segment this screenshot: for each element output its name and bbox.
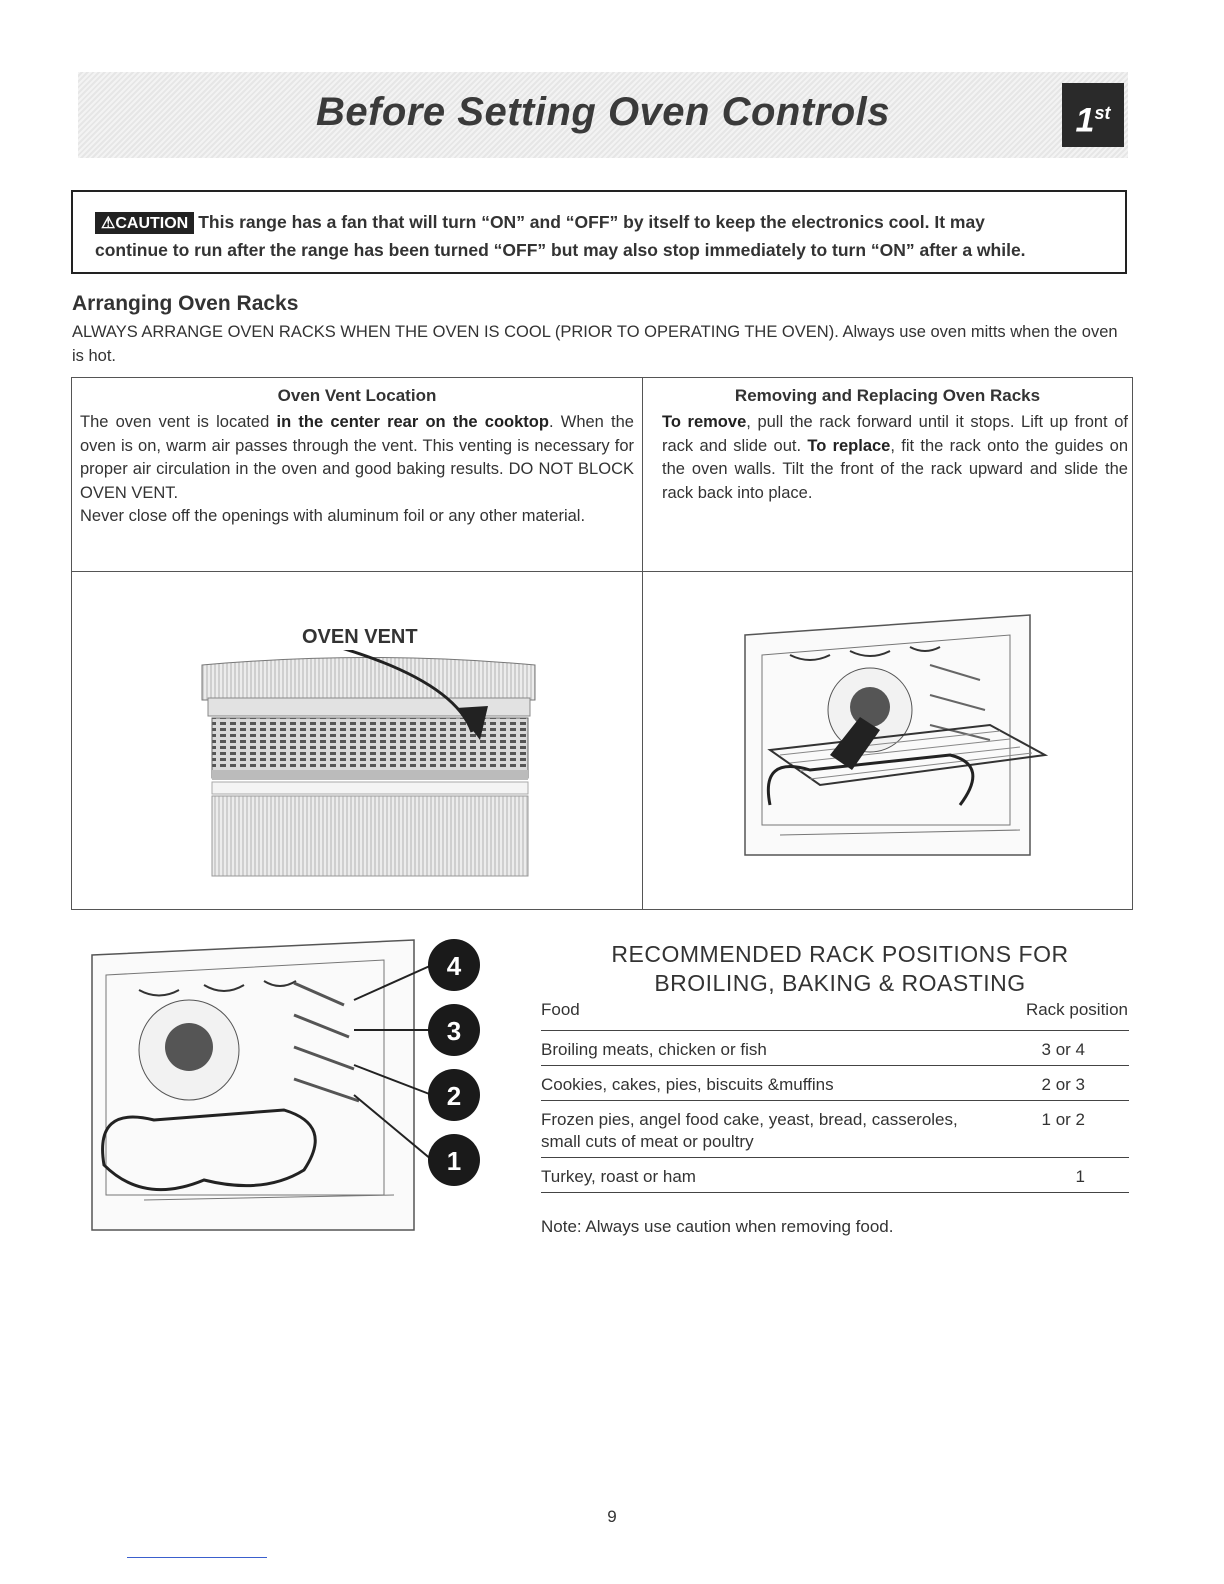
remove-text: , pull the rack forward until it stops. Lift up front of rack and slide out. bbox=[662, 413, 1128, 455]
section-intro: ALWAYS ARRANGE OVEN RACKS WHEN THE OVEN IS COOL (PRIOR TO OPERATING THE OVEN). Always use oven mitts when the oven is hot. bbox=[72, 323, 1118, 365]
row-food: Cookies, cakes, pies, biscuits &muffins bbox=[541, 1075, 834, 1094]
page-title: Before Setting Oven Controls bbox=[315, 90, 891, 134]
grid-divider-horizontal bbox=[72, 571, 1132, 572]
badge-number: 1 bbox=[1075, 101, 1095, 140]
rack-marker-4 bbox=[428, 939, 480, 991]
col-header-food: Food bbox=[541, 1000, 580, 1019]
vent-text-c: Never close off the openings with aluminum foil or any other material. bbox=[80, 507, 586, 525]
rack-marker-3-label: 3 bbox=[446, 1016, 462, 1046]
rack-marker-3 bbox=[428, 1004, 480, 1056]
vent-description bbox=[80, 411, 634, 529]
vent-text-a: The oven vent is located bbox=[80, 413, 277, 431]
caution-box bbox=[71, 190, 1127, 274]
racks-description bbox=[662, 411, 1128, 505]
table-row bbox=[541, 1100, 1129, 1157]
table-row bbox=[541, 1157, 1129, 1193]
rack-positions-illustration bbox=[84, 935, 494, 1235]
row-position: 2 or 3 bbox=[1041, 1075, 1085, 1094]
rack-table-title bbox=[540, 940, 1140, 998]
rack-marker-2 bbox=[428, 1069, 480, 1121]
row-food: Frozen pies, angel food cake, yeast, bread, casseroles, small cuts of meat or poultry bbox=[541, 1110, 958, 1151]
row-food: Turkey, roast or ham bbox=[541, 1167, 696, 1186]
rack-table bbox=[541, 1030, 1129, 1193]
caution-text-1: This range has a fan that will turn “ON” and “OFF” by itself to keep the electronics cool. It may bbox=[198, 212, 985, 232]
grid-divider-vertical bbox=[642, 378, 643, 909]
header-banner bbox=[78, 72, 1128, 158]
caution-tag: ⚠CAUTION bbox=[95, 212, 194, 234]
rack-table-title-line-1: RECOMMENDED RACK POSITIONS FOR bbox=[611, 941, 1069, 967]
rack-table-note: Note: Always use caution when removing food. bbox=[541, 1217, 894, 1236]
replace-label: To replace bbox=[807, 436, 891, 455]
first-badge-icon bbox=[1062, 83, 1124, 147]
row-position: 1 or 2 bbox=[1041, 1110, 1085, 1129]
table-row bbox=[541, 1030, 1129, 1065]
row-position: 1 bbox=[1075, 1167, 1085, 1186]
rack-marker-1 bbox=[428, 1134, 480, 1186]
section-title: Arranging Oven Racks bbox=[72, 292, 299, 315]
rack-marker-2-label: 2 bbox=[446, 1081, 462, 1111]
caution-line-1 bbox=[95, 212, 985, 234]
rack-marker-1-label: 1 bbox=[446, 1146, 462, 1176]
vent-text-bold: in the center rear on the cooktop bbox=[276, 413, 549, 431]
rack-marker-4-label: 4 bbox=[446, 951, 462, 981]
oven-vent-illustration bbox=[190, 650, 550, 890]
remove-label: To remove bbox=[662, 413, 747, 431]
oven-vent-label: OVEN VENT bbox=[302, 626, 418, 648]
table-row bbox=[541, 1065, 1129, 1100]
replace-text: , fit the rack onto the guides on the oven walls. Tilt the front of the rack upward and slide the rack back into place. bbox=[662, 436, 1128, 502]
vent-text-b: . When the oven is on, warm air passes through the vent. This venting is necessary for proper air circulation in the oven and good baking results. DO NOT BLOCK OVEN VENT. bbox=[80, 413, 634, 502]
footer-rule bbox=[127, 1557, 267, 1558]
row-food: Broiling meats, chicken or fish bbox=[541, 1040, 767, 1059]
page-number: 9 bbox=[607, 1507, 617, 1526]
caution-text-2: continue to run after the range has been turned “OFF” but may also stop immediately to turn “ON” after a while. bbox=[95, 240, 1026, 260]
rack-table-title-line-2: BROILING, BAKING & ROASTING bbox=[654, 970, 1026, 996]
racks-heading: Removing and Replacing Oven Racks bbox=[734, 386, 1041, 405]
rack-removal-illustration bbox=[740, 605, 1050, 875]
vent-heading: Oven Vent Location bbox=[277, 386, 437, 405]
col-header-position: Rack position bbox=[1025, 1000, 1128, 1019]
badge-suffix: st bbox=[1094, 103, 1111, 123]
row-position: 3 or 4 bbox=[1041, 1040, 1085, 1059]
